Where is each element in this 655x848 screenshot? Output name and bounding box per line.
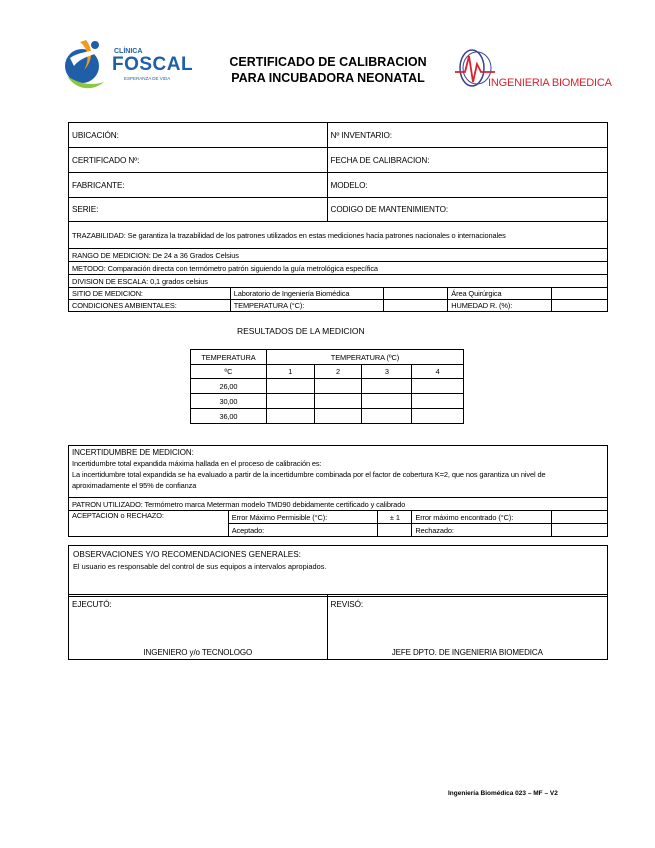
rango-text: RANGO DE MEDICION: De 24 a 36 Grados Celsius: [69, 249, 608, 262]
brand-tagline: ESPERANZA DE VIDA: [124, 76, 171, 81]
reading-header: 4: [412, 365, 464, 379]
temperatura-field[interactable]: TEMPERATURA (°C):: [230, 300, 384, 312]
results-table: [190, 349, 464, 424]
sitio-area-check[interactable]: [552, 288, 608, 300]
footer-code: Ingeniería Biomédica 023 – MF – V2: [448, 790, 558, 797]
method-table: [68, 221, 608, 312]
reading-cell[interactable]: [412, 394, 464, 409]
humedad-field[interactable]: HUMEDAD R. (%):: [448, 300, 552, 312]
patron-text: PATRON UTILIZADO: Termómetro marca Meterman modelo TMD90 debidamente certificado y calibrado: [69, 498, 608, 511]
aceptado-field[interactable]: Aceptado:: [228, 524, 378, 537]
ingenieria-biomedica-logo: [455, 44, 620, 92]
ejecuto-label: EJECUTÓ:: [72, 600, 112, 609]
observations-text: El usuario es responsable del control de sus equipos a intervalos apropiados.: [73, 562, 327, 571]
biomedica-text: INGENIERIA BIOMEDICA: [488, 77, 612, 89]
ubicacion-field[interactable]: UBICACIÓN:: [69, 123, 328, 148]
reading-cell[interactable]: [266, 394, 314, 409]
reading-cell[interactable]: [266, 379, 314, 394]
observations-box[interactable]: [68, 545, 608, 597]
ejecuto-role: INGENIERO y/o TECNOLOGO: [143, 648, 253, 657]
info-table: [68, 122, 608, 222]
signature-table: [68, 594, 608, 660]
reading-cell[interactable]: [362, 394, 412, 409]
uncertainty-block: [69, 446, 608, 498]
sitio-label: SITIO DE MEDICION:: [69, 288, 231, 300]
group-header: TEMPERATURA (ºC): [266, 350, 463, 365]
sitio-lab-check[interactable]: [384, 288, 448, 300]
reading-cell[interactable]: [314, 379, 362, 394]
setpoint-cell: 36,00: [191, 409, 267, 424]
setpoint-cell: 26,00: [191, 379, 267, 394]
reading-cell[interactable]: [412, 409, 464, 424]
setpoint-cell: 30,00: [191, 394, 267, 409]
reading-cell[interactable]: [362, 379, 412, 394]
uncertainty-line1: Incertidumbre total expandida máxima hallada en el proceso de calibración es:: [72, 459, 322, 468]
reading-header: 2: [314, 365, 362, 379]
rechazado-field[interactable]: Rechazado:: [412, 524, 552, 537]
document-title: [213, 54, 443, 86]
clinic-label: CLÍNICA: [114, 48, 143, 55]
col-temp-header: TEMPERATURA: [191, 350, 267, 365]
division-text: DIVISION DE ESCALA: 0,1 grados celsius: [69, 275, 608, 288]
codigo-field[interactable]: CODIGO DE MANTENIMIENTO:: [327, 198, 608, 222]
reading-header: 1: [266, 365, 314, 379]
inventario-field[interactable]: Nº INVENTARIO:: [327, 123, 608, 148]
aceptacion-label: ACEPTACION o RECHAZO:: [69, 511, 229, 537]
reading-cell[interactable]: [314, 394, 362, 409]
rechazado-check[interactable]: [552, 524, 608, 537]
error-encontrado-value[interactable]: [552, 511, 608, 524]
error-encontrado-field[interactable]: Error máximo encontrado (°C):: [412, 511, 552, 524]
serie-field[interactable]: SERIE:: [69, 198, 328, 222]
uncertainty-title: INCERTIDUMBRE DE MEDICION:: [72, 448, 194, 457]
col-temp-unit: ºC: [191, 365, 267, 379]
reading-header: 3: [362, 365, 412, 379]
reading-cell[interactable]: [362, 409, 412, 424]
sitio-area: Área Quirúrgica: [448, 288, 552, 300]
results-title: RESULTADOS DE LA MEDICION: [237, 326, 365, 336]
aceptado-check[interactable]: [378, 524, 412, 537]
metodo-text: METODO: Comparación directa con termómetro patrón siguiendo la guía metrológica específica: [69, 262, 608, 275]
title-line-2: PARA INCUBADORA NEONATAL: [231, 71, 425, 85]
condiciones-label: CONDICIONES AMBIENTALES:: [69, 300, 231, 312]
foscal-logo: [62, 36, 192, 102]
reviso-label: REVISÓ:: [330, 600, 364, 609]
observations-title: OBSERVACIONES Y/O RECOMENDACIONES GENERALES:: [73, 550, 301, 559]
fabricante-field[interactable]: FABRICANTE:: [69, 173, 328, 198]
reviso-role: JEFE DPTO. DE INGENIERIA BIOMEDICA: [391, 648, 543, 657]
error-permisible-label: Error Máximo Permisible (°C):: [228, 511, 378, 524]
ejecuto-box[interactable]: [69, 595, 328, 660]
fecha-field[interactable]: FECHA DE CALIBRACION:: [327, 148, 608, 173]
humedad-value[interactable]: [552, 300, 608, 312]
modelo-field[interactable]: MODELO:: [327, 173, 608, 198]
reading-cell[interactable]: [266, 409, 314, 424]
reviso-box[interactable]: [327, 595, 607, 660]
uncertainty-table: [68, 445, 608, 537]
reading-cell[interactable]: [314, 409, 362, 424]
uncertainty-line2: La incertidumbre total expandida se ha evaluado a partir de la incertidumbre combinada por el factor de cobertura K=2, que nos garantiza un nivel de aproximadamente el 95% de confianza: [72, 470, 546, 490]
title-line-1: CERTIFICADO DE CALIBRACION: [229, 55, 427, 69]
temperatura-value[interactable]: [384, 300, 448, 312]
brand-name: FOSCAL: [112, 54, 194, 75]
trazabilidad-text: TRAZABILIDAD: Se garantiza la trazabilidad de los patrones utilizados en estas mediciones hacia patrones nacionales o internacionales: [69, 222, 608, 249]
reading-cell[interactable]: [412, 379, 464, 394]
error-permisible-value: ± 1: [378, 511, 412, 524]
certificado-field[interactable]: CERTIFICADO Nº:: [69, 148, 328, 173]
sitio-lab: Laboratorio de Ingeniería Biomédica: [230, 288, 384, 300]
